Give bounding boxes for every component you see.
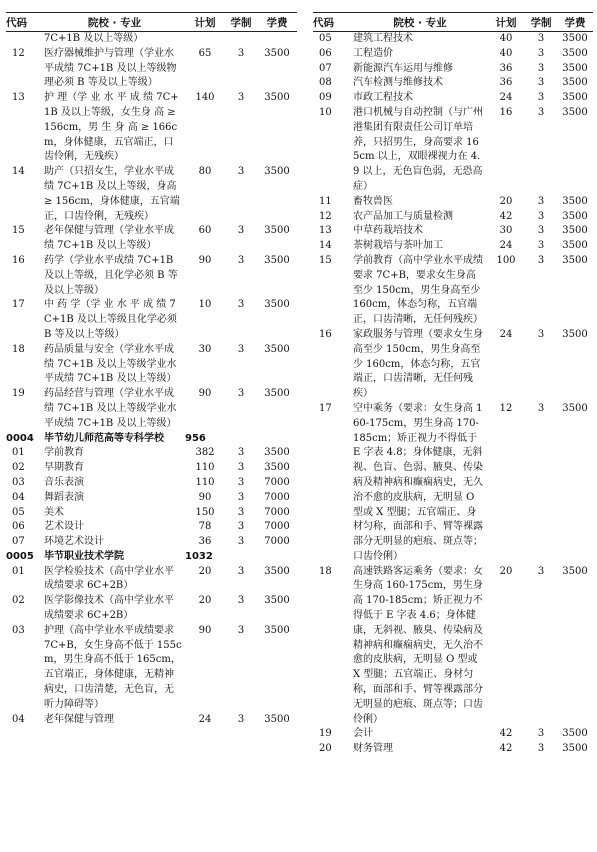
name-cell: 毕节职业技术学院	[44, 550, 124, 562]
plan-cell: 150	[195, 506, 215, 518]
major-row	[6, 47, 297, 91]
plan-cell: 90	[198, 254, 212, 266]
header-plan: 计划	[185, 13, 225, 32]
major-row	[6, 713, 297, 728]
name-cell: 舞蹈表演	[44, 491, 84, 503]
header-code: 代码	[313, 13, 353, 32]
code-cell: 18	[12, 343, 25, 355]
major-row	[6, 491, 297, 506]
fee-cell	[257, 432, 297, 447]
years-cell: 3	[237, 166, 245, 178]
fee-cell: 3500	[264, 388, 290, 400]
code-cell: 08	[319, 77, 332, 89]
years-cell: 3	[237, 225, 245, 237]
years-cell: 3	[537, 225, 545, 237]
code-cell: 17	[319, 402, 332, 414]
years-cell: 3	[537, 402, 545, 414]
fee-cell: 7000	[264, 491, 290, 503]
header-code: 代码	[6, 13, 44, 32]
fee-cell: 3500	[264, 462, 290, 474]
header-name: 院校 · 专业	[44, 13, 185, 32]
code-cell: 16	[319, 328, 332, 340]
name-cell: 工程造价	[353, 47, 393, 59]
plan-cell: 20	[198, 595, 212, 607]
years-cell: 3	[537, 47, 545, 59]
years-cell: 3	[537, 210, 545, 222]
plan-cell: 382	[195, 447, 215, 459]
major-row	[313, 210, 593, 225]
name-cell: 医疗器械维护与管理（学业水平成绩 7C+1B 及以上等级物理必须 B 等及以上等级）	[44, 47, 177, 89]
fee-cell: 3500	[562, 254, 588, 266]
fee-cell: 3500	[562, 240, 588, 252]
school-row	[6, 550, 297, 565]
years-cell	[225, 432, 257, 447]
plan-cell: 90	[198, 624, 212, 636]
code-cell: 14	[12, 166, 25, 178]
name-cell: 学前教育（高中学业水平成绩要求 7C+B，要求女生身高至少 150cm，男生身高至少 160cm，体态匀称，五官端正，口齿清晰，无任何残疾）	[353, 254, 483, 326]
years-cell: 3	[237, 624, 245, 636]
code-cell: 07	[12, 536, 25, 548]
code-cell: 07	[319, 62, 332, 74]
name-cell: 医学检验技术（高中学业水平成绩要求 6C+2B）	[44, 565, 174, 592]
plan-cell: 36	[198, 536, 212, 548]
plan-cell	[185, 32, 225, 47]
fee-cell: 3500	[562, 225, 588, 237]
plan-cell: 42	[499, 210, 513, 222]
major-row	[6, 343, 297, 387]
plan-cell: 956	[185, 432, 206, 444]
plan-cell: 30	[499, 225, 513, 237]
name-cell: 建筑工程技术	[353, 33, 413, 44]
major-row	[313, 76, 593, 91]
fee-cell: 3500	[264, 92, 290, 104]
years-cell: 3	[537, 62, 545, 74]
plan-cell: 20	[198, 565, 212, 577]
plan-cell: 36	[499, 77, 513, 89]
code-cell: 20	[319, 743, 332, 755]
years-cell: 3	[537, 195, 545, 207]
plan-cell: 1032	[185, 550, 213, 562]
years-cell: 3	[537, 33, 545, 44]
name-cell: 学前教育	[44, 447, 84, 459]
code-cell: 04	[12, 491, 25, 503]
major-row	[313, 742, 593, 757]
years-cell: 3	[537, 92, 545, 104]
name-cell: 农产品加工与质量检测	[353, 210, 453, 222]
major-row	[6, 476, 297, 491]
plan-cell: 12	[499, 402, 513, 414]
plan-cell: 24	[499, 92, 513, 104]
major-row	[6, 298, 297, 342]
code-cell: 13	[319, 225, 332, 237]
plan-cell: 24	[198, 713, 212, 725]
major-row	[6, 565, 297, 595]
name-cell: 老年保健与管理（学业水平成绩 7C+1B 及以上等级）	[44, 225, 174, 252]
table-header-row	[313, 13, 593, 32]
name-cell: 药学（学业水平成绩 7C+1B 及以上等级，且化学必须 B 等及以上等级）	[44, 254, 178, 296]
fee-cell	[257, 550, 297, 565]
fee-cell: 3500	[562, 402, 588, 414]
major-row	[313, 91, 593, 106]
major-row	[6, 624, 297, 713]
major-row	[6, 446, 297, 461]
header-fee: 学费	[557, 13, 593, 32]
fee-cell: 7000	[264, 536, 290, 548]
name-cell: 中 药 学（学 业 水 平 成 绩 7C+1B 及以上等级且化学必须 B 等及以上等级）	[44, 299, 177, 340]
name-cell: 美术	[44, 506, 64, 518]
code-cell: 0004	[6, 432, 34, 444]
name-cell: 新能源汽车运用与维修	[353, 62, 453, 74]
name-cell: 护理（高中学业水平成绩要求 7C+B，女生身高不低于 155cm，男生身高不低于 165cm，五官端正，身体健康，无精神病史，口齿清楚，无色盲，无听力障碍等）	[44, 624, 182, 710]
plan-cell: 65	[198, 47, 212, 59]
code-cell: 03	[12, 476, 25, 488]
major-row	[6, 91, 297, 165]
years-cell: 3	[237, 299, 245, 311]
name-cell: 毕节幼儿师范高等专科学校	[44, 432, 164, 444]
fee-cell: 3500	[562, 195, 588, 207]
header-years: 学制	[525, 13, 557, 32]
code-cell: 11	[319, 195, 332, 207]
years-cell: 3	[237, 447, 245, 459]
code-cell: 06	[12, 521, 25, 533]
code-cell: 19	[12, 388, 25, 400]
years-cell: 3	[537, 328, 545, 340]
name-cell: 药品经营与管理（学业水平成绩 7C+1B 及以上等级学业水平成绩 7C+1B 及以上等级）	[44, 388, 177, 429]
major-row	[6, 165, 297, 224]
code-cell: 0005	[6, 550, 34, 562]
fee-cell: 3500	[264, 47, 290, 59]
plan-cell: 110	[195, 462, 215, 474]
header-years: 学制	[225, 13, 257, 32]
fee-cell: 3500	[264, 713, 290, 725]
code-cell: 05	[319, 33, 332, 44]
fee-cell: 3500	[562, 47, 588, 59]
plan-cell: 140	[195, 92, 215, 104]
table-body-right	[313, 32, 593, 758]
name-cell: 茶树栽培与茶叶加工	[353, 240, 443, 252]
name-cell: 市政工程技术	[353, 92, 413, 104]
major-row	[6, 520, 297, 535]
fee-cell: 3500	[264, 254, 290, 266]
major-row	[6, 254, 297, 298]
name-cell: 护 理（学 业 水 平 成 绩 7C+1B 及以上等级，女生身 高 ≥ 156cm，男 生 身 高 ≥ 166cm，身体健康，五官端正，口齿伶俐，无残疾）	[44, 92, 179, 163]
years-cell: 3	[237, 343, 245, 355]
fee-cell: 3500	[264, 624, 290, 636]
code-cell: 03	[12, 624, 25, 636]
major-row	[313, 195, 593, 210]
header-name: 院校 · 专业	[353, 13, 487, 32]
admission-table-right	[313, 12, 593, 757]
years-cell: 3	[237, 388, 245, 400]
left-column	[6, 12, 297, 727]
plan-cell: 30	[198, 343, 212, 355]
code-cell: 02	[12, 462, 25, 474]
years-cell: 3	[237, 491, 245, 503]
years-cell: 3	[237, 462, 245, 474]
major-row	[313, 565, 593, 728]
fee-cell: 7000	[264, 476, 290, 488]
name-cell: 艺术设计	[44, 521, 84, 533]
fee-cell: 3500	[562, 743, 588, 755]
code-cell: 09	[319, 92, 332, 104]
plan-cell: 90	[198, 491, 212, 503]
code-cell: 13	[12, 92, 25, 104]
header-fee: 学费	[257, 13, 297, 32]
fee-cell: 3500	[562, 106, 588, 118]
plan-cell: 90	[198, 388, 212, 400]
years-cell	[225, 32, 257, 47]
major-row	[6, 224, 297, 254]
plan-cell: 36	[499, 62, 513, 74]
years-cell: 3	[237, 47, 245, 59]
years-cell	[225, 550, 257, 565]
years-cell: 3	[237, 92, 245, 104]
major-row	[313, 328, 593, 402]
code-cell: 04	[12, 713, 25, 725]
plan-cell: 10	[198, 299, 212, 311]
years-cell: 3	[237, 506, 245, 518]
code-cell: 15	[319, 254, 332, 266]
code-cell: 06	[319, 47, 332, 59]
fee-cell: 3500	[562, 565, 588, 577]
fee-cell: 3500	[562, 92, 588, 104]
code-cell: 19	[319, 728, 332, 740]
plan-cell: 80	[198, 166, 212, 178]
plan-cell: 110	[195, 476, 215, 488]
fee-cell: 3500	[264, 595, 290, 607]
years-cell: 3	[537, 106, 545, 118]
plan-cell: 24	[499, 240, 513, 252]
major-row	[6, 594, 297, 624]
plan-cell: 78	[198, 521, 212, 533]
code-cell: 18	[319, 565, 332, 577]
years-cell: 3	[237, 536, 245, 548]
years-cell: 3	[237, 476, 245, 488]
years-cell: 3	[237, 521, 245, 533]
major-row	[313, 727, 593, 742]
name-cell: 老年保健与管理	[44, 713, 114, 725]
name-cell: 财务管理	[353, 743, 393, 755]
code-cell: 10	[319, 106, 332, 118]
admission-table-left	[6, 12, 297, 727]
name-cell: 药品质量与安全（学业水平成绩 7C+1B 及以上等级学业水平成绩 7C+1B 及以上等级）	[44, 343, 177, 385]
code-cell: 14	[319, 240, 332, 252]
code-cell: 12	[12, 47, 25, 59]
fee-cell: 7000	[264, 506, 290, 518]
fee-cell	[257, 32, 297, 47]
name-cell: 早期教育	[44, 462, 84, 474]
name-cell: 高速铁路客运乘务（要求：女生身高 160-175cm，男生身高 170-185cm；矫正视力不得低于 E 字表 4.6；身体健康，无斜视、腋臭、传染病及精神病和癫痫病史，无久治不愈的皮肤病，无明显 O 型或 X 型腿；五官端正、身材匀称，面部和手、臂等裸露部分无明显的疤痕、斑点等；口齿伶俐）	[353, 565, 483, 725]
plan-cell: 24	[499, 328, 513, 340]
fee-cell: 3500	[264, 299, 290, 311]
plan-cell: 40	[499, 47, 513, 59]
major-row	[313, 62, 593, 77]
name-cell: 7C+1B 及以上等级）	[44, 33, 144, 44]
major-row	[6, 506, 297, 521]
name-cell: 医学影像技术（高中学业水平成绩要求 6C+2B）	[44, 595, 174, 622]
fee-cell: 3500	[562, 77, 588, 89]
code-cell: 05	[12, 506, 25, 518]
plan-cell: 40	[499, 33, 513, 44]
fee-cell: 3500	[562, 328, 588, 340]
plan-cell: 20	[499, 565, 513, 577]
name-cell: 会计	[353, 728, 373, 740]
years-cell: 3	[237, 595, 245, 607]
fee-cell: 3500	[562, 62, 588, 74]
name-cell: 港口机械与自动控制（与广州港集团有限责任公司订单培养，只招男生，身高要求 165cm 以上，双眼裸视力在 4.9 以上，无色盲色弱，无恐高症）	[353, 106, 483, 192]
code-cell: 01	[12, 447, 25, 459]
major-row	[6, 461, 297, 476]
major-row	[6, 32, 297, 47]
name-cell: 汽车检测与维修技术	[353, 77, 443, 89]
fee-cell: 3500	[562, 728, 588, 740]
plan-cell: 42	[499, 743, 513, 755]
fee-cell: 3500	[264, 225, 290, 237]
name-cell: 空中乘务（要求：女生身高 160-175cm，男生身高 170-185cm；矫正视力不得低于 E 字表 4.8；身体健康，无斜视、色盲、色弱、腋臭、传染病及精神病和癫痫病史，无久治不愈的皮肤病，无明显 O 型或 X 型腿；五官端正、身材匀称，面部和手、臂等裸露部分无明显的疤痕、斑点等；口齿伶俐）	[353, 402, 483, 562]
header-plan: 计划	[487, 13, 525, 32]
fee-cell: 7000	[264, 521, 290, 533]
plan-cell: 42	[499, 728, 513, 740]
right-column	[313, 12, 593, 757]
plan-cell: 16	[499, 106, 513, 118]
code-cell: 12	[319, 210, 332, 222]
code-cell: 02	[12, 595, 25, 607]
years-cell: 3	[537, 743, 545, 755]
fee-cell: 3500	[562, 210, 588, 222]
name-cell: 助产（只招女生，学业水平成绩 7C+1B 及以上等级，身高 ≥ 156cm，身体健康，五官端正，口齿伶俐，无残疾）	[44, 166, 180, 222]
years-cell: 3	[237, 713, 245, 725]
name-cell: 中草药栽培技术	[353, 225, 423, 237]
fee-cell: 3500	[264, 565, 290, 577]
major-row	[313, 32, 593, 47]
school-row	[6, 432, 297, 447]
years-cell: 3	[237, 254, 245, 266]
plan-cell: 20	[499, 195, 513, 207]
code-cell: 01	[12, 565, 25, 577]
fee-cell: 3500	[264, 447, 290, 459]
code-cell: 16	[12, 254, 25, 266]
major-row	[6, 387, 297, 431]
major-row	[313, 402, 593, 565]
name-cell: 家政服务与管理（要求女生身高至少 150cm，男生身高至少 160cm，体态匀称，五官端正，口齿清晰，无任何残疾）	[353, 328, 483, 400]
table-body-left	[6, 32, 297, 728]
name-cell: 音乐表演	[44, 476, 84, 488]
plan-cell: 60	[198, 225, 212, 237]
years-cell: 3	[537, 240, 545, 252]
years-cell: 3	[537, 254, 545, 266]
years-cell: 3	[237, 565, 245, 577]
code-cell	[6, 32, 44, 47]
major-row	[313, 254, 593, 328]
years-cell: 3	[537, 728, 545, 740]
years-cell: 3	[537, 565, 545, 577]
plan-cell: 100	[496, 254, 516, 266]
major-row	[6, 535, 297, 550]
fee-cell: 3500	[264, 166, 290, 178]
fee-cell: 3500	[264, 343, 290, 355]
fee-cell: 3500	[562, 33, 588, 44]
table-header-row	[6, 13, 297, 32]
name-cell: 环境艺术设计	[44, 536, 104, 548]
name-cell: 畜牧兽医	[353, 195, 393, 207]
major-row	[313, 106, 593, 195]
major-row	[313, 47, 593, 62]
years-cell: 3	[537, 77, 545, 89]
code-cell: 15	[12, 225, 25, 237]
major-row	[313, 224, 593, 239]
major-row	[313, 239, 593, 254]
code-cell: 17	[12, 299, 25, 311]
